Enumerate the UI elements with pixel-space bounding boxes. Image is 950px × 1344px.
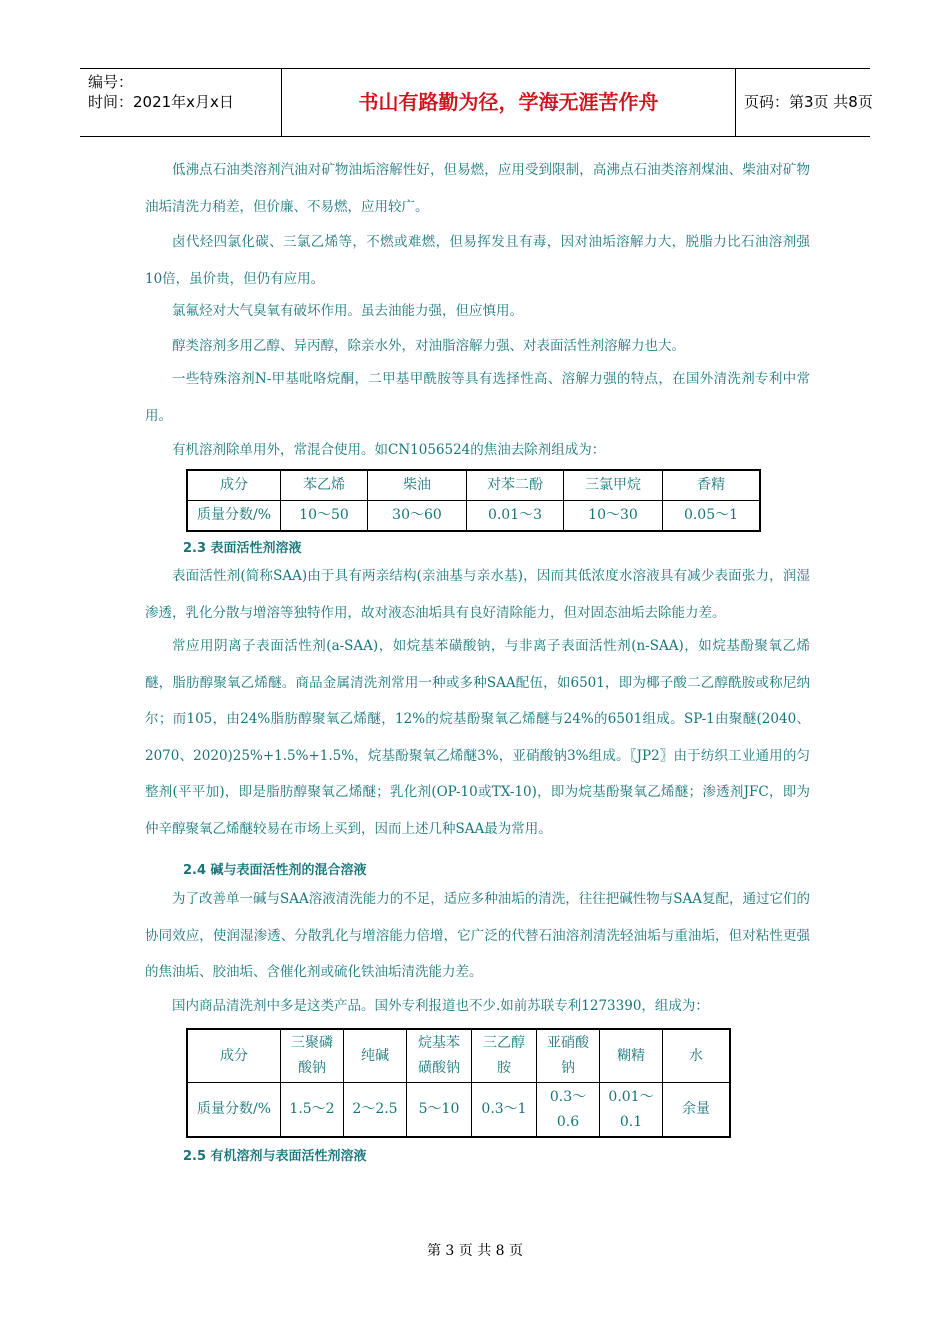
cell-line: 磺酸钠 xyxy=(418,1060,460,1076)
paragraph-surfactant-intro: 表面活性剂(简称SAA)由于具有两亲结构(亲油基与亲水基)，因而其低浓度水溶液具有减少表面张力，润湿渗透，乳化分散与增溶等独特作用，故对液态油垢具有良好清除能力，但对固态油垢去除能力差。 xyxy=(145,568,810,621)
page-header xyxy=(80,68,873,137)
paragraph-mixed-solvents: 有机溶剂除单用外，常混合使用。如CN1056524的焦油去除剂组成为： xyxy=(172,442,606,458)
paragraph-cfc: 氯氟烃对大气臭氧有破坏作用。虽去油能力强，但应慎用。 xyxy=(172,303,523,319)
paragraph-surfactant-types: 常应用阴离子表面活性剂(a-SAA)，如烷基苯磺酸钠，与非离子表面活性剂(n-SAA)，如烷基酚聚氧乙烯醚，脂肪醇聚氧乙烯醚。商品金属清洗剂常用一种或多种SAA配伍，如6501，即为椰子酸二乙醇酰胺或称尼纳尔；而105，由24%脂肪醇聚氧乙烯醚，12%的烷基酚聚氧乙烯醚与24%的6501组成。SP-1由聚醚(2040、2070、2020)25%+1.5%+1.5%，烷基酚聚氧乙烯醚3%，亚硝酸钠3%组成。〖JP2〗由于纺织工业通用的匀整剂(平平加)，即是脂肪醇聚氧乙烯醚；乳化剂(OP-10或TX-10)，即为烷基酚聚氧乙烯醚；渗透剂JFC，即为仲辛醇聚氧乙烯醚较易在市场上买到，因而上述几种SAA最为常用。 xyxy=(145,638,810,837)
section-heading-2-5: 2.5 有机溶剂与表面活性剂溶液 xyxy=(183,1149,367,1164)
table-cell: 对苯二酚 xyxy=(467,470,564,501)
header-left xyxy=(80,69,280,136)
cell-line: 糊精 xyxy=(617,1047,645,1064)
cell-line: 0.01～ xyxy=(608,1088,654,1105)
cell-line: 1.5～2 xyxy=(289,1101,335,1117)
section-heading-2-4: 2.4 碱与表面活性剂的混合溶液 xyxy=(183,863,367,878)
cell-line: 5～10 xyxy=(418,1101,460,1117)
table-cell xyxy=(407,1083,472,1138)
cell-line: 亚硝酸 xyxy=(547,1035,589,1051)
paragraph-alcohol-solvents: 醇类溶剂多用乙醇、异丙醇，除亲水外，对油脂溶解力强、对表面活性剂溶解力也大。 xyxy=(172,338,685,354)
soviet-patent-composition-table xyxy=(186,1028,731,1138)
header-page-number: 页码：第3页 共8页 xyxy=(744,93,873,111)
table-cell: 苯乙烯 xyxy=(281,470,368,501)
table-cell xyxy=(344,1083,407,1138)
table-row xyxy=(187,1083,730,1138)
doc-date-label: 时间：2021年x月x日 xyxy=(88,93,234,111)
cell-line: 2～2.5 xyxy=(352,1101,398,1117)
table-cell xyxy=(407,1029,472,1083)
table-cell: 成分 xyxy=(187,470,281,501)
cell-line: 水 xyxy=(689,1047,703,1064)
header-motto: 书山有路勤为径，学海无涯苦作舟 xyxy=(281,69,736,136)
paragraph-domestic-products: 国内商品清洗剂中多是这类产品。国外专利报道也不少.如前苏联专利1273390，组成为： xyxy=(172,998,709,1014)
table-header-row xyxy=(187,1029,730,1083)
cell-line: 0.6 xyxy=(556,1113,580,1130)
cell-line: 0.3～1 xyxy=(481,1101,527,1117)
table-cell xyxy=(663,1029,731,1083)
table-cell xyxy=(537,1083,600,1138)
table-cell: 质量分数/% xyxy=(187,501,281,532)
table-cell: 柴油 xyxy=(368,470,467,501)
table-cell: 10～30 xyxy=(564,501,663,532)
tar-remover-composition-table xyxy=(186,469,761,532)
table-cell xyxy=(281,1029,344,1083)
cell-line: 0.3～ xyxy=(549,1088,587,1105)
page-footer: 第 3 页 共 8 页 xyxy=(426,1243,524,1259)
table-cell xyxy=(187,1083,281,1138)
table-cell: 0.01～3 xyxy=(467,501,564,532)
paragraph-alkali-surfactant: 为了改善单一碱与SAA溶液清洗能力的不足，适应多种油垢的清洗，往往把碱性物与SAA复配，通过它们的协同效应，使润湿渗透、分散乳化与增溶能力倍增，它广泛的代替石油溶剂清洗轻油垢与重油垢，但对粘性更强的焦油垢、胶油垢、含催化剂或硫化铁油垢清洗能力差。 xyxy=(145,891,810,980)
paragraph-petroleum-solvents: 低沸点石油类溶剂汽油对矿物油垢溶解性好，但易燃，应用受到限制，高沸点石油类溶剂煤油、柴油对矿物油垢清洗力稍差，但价廉、不易燃，应用较广。 xyxy=(145,162,810,215)
table-cell xyxy=(472,1029,537,1083)
table-cell xyxy=(472,1083,537,1138)
cell-line: 质量分数/% xyxy=(196,1101,272,1117)
cell-line: 钠 xyxy=(561,1060,575,1076)
table-cell xyxy=(600,1029,663,1083)
cell-line: 成分 xyxy=(220,1047,248,1064)
paragraph-halogenated-hydrocarbons: 卤代烃四氯化碳、三氯乙烯等，不燃或难燃，但易挥发且有毒，因对油垢溶解力大，脱脂力比石油溶剂强10倍，虽价贵，但仍有应用。 xyxy=(145,234,810,287)
table-cell: 30～60 xyxy=(368,501,467,532)
cell-line: 余量 xyxy=(682,1101,710,1117)
doc-number-label: 编号： xyxy=(88,73,134,91)
cell-line: 纯碱 xyxy=(361,1047,389,1064)
table-cell xyxy=(344,1029,407,1083)
paragraph-special-solvents: 一些特殊溶剂N-甲基吡咯烷酮，二甲基甲酰胺等具有选择性高、溶解力强的特点，在国外清洗剂专利中常用。 xyxy=(145,371,810,424)
table-header-row xyxy=(187,470,760,501)
table-cell xyxy=(663,1083,731,1138)
cell-line: 胺 xyxy=(497,1060,511,1076)
table-cell xyxy=(537,1029,600,1083)
table-cell: 0.05～1 xyxy=(663,501,761,532)
table-cell xyxy=(281,1083,344,1138)
cell-line: 三乙醇 xyxy=(483,1035,525,1051)
table-cell xyxy=(187,1029,281,1083)
table-cell: 香精 xyxy=(663,470,761,501)
table-cell xyxy=(600,1083,663,1138)
cell-line: 0.1 xyxy=(619,1113,643,1130)
table-row xyxy=(187,501,760,532)
cell-line: 酸钠 xyxy=(298,1060,326,1076)
cell-line: 烷基苯 xyxy=(418,1035,460,1051)
cell-line: 三聚磷 xyxy=(291,1035,333,1051)
section-heading-2-3: 2.3 表面活性剂溶液 xyxy=(183,541,302,556)
table-cell: 10～50 xyxy=(281,501,368,532)
table-cell: 三氯甲烷 xyxy=(564,470,663,501)
